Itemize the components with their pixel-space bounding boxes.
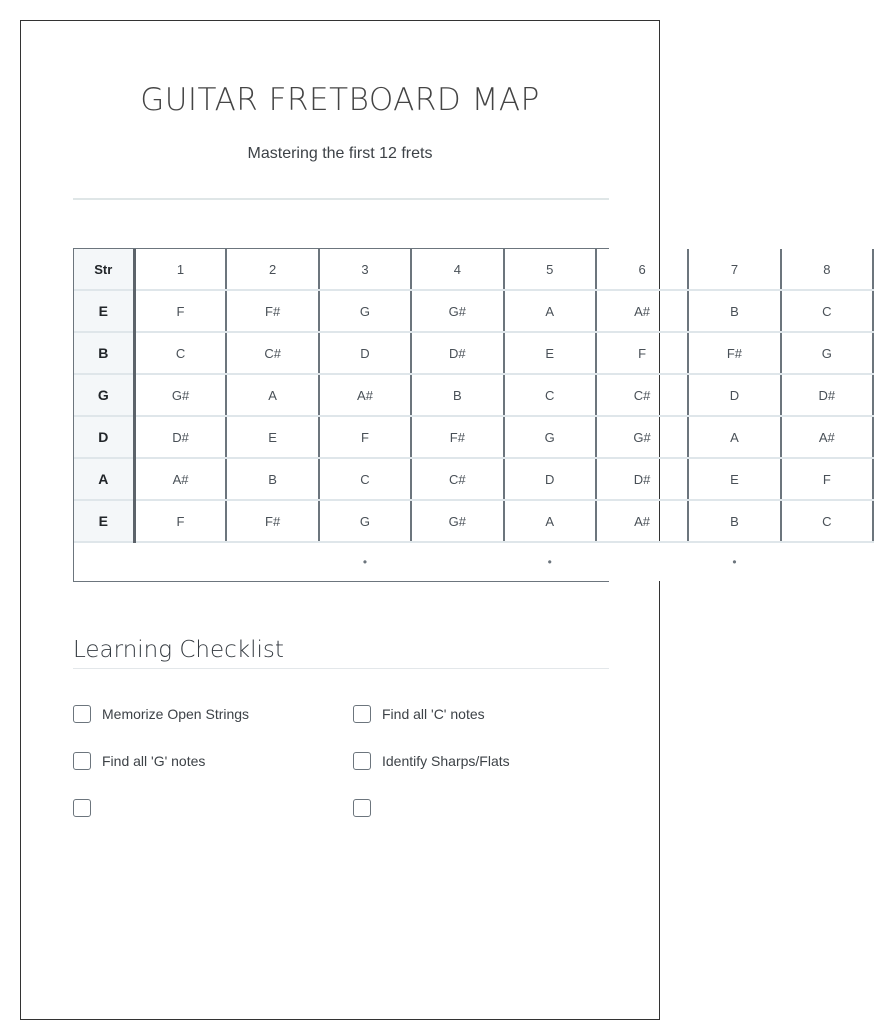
fretboard-scroll-container[interactable]	[73, 248, 836, 582]
string-label: G	[74, 374, 134, 416]
string-row	[74, 290, 873, 332]
string-row	[74, 374, 873, 416]
page-title: GUITAR FRETBOARD MAP	[140, 82, 540, 118]
note-cell: A#	[596, 500, 688, 542]
note-cell: G#	[411, 500, 503, 542]
fret-marker-dot-icon: •	[504, 542, 596, 581]
note-cell: F#	[226, 500, 318, 542]
fret-header: 5	[504, 249, 596, 290]
note-cell: F#	[688, 332, 780, 374]
note-cell: G#	[134, 374, 226, 416]
fretboard-body	[74, 290, 873, 581]
note-cell: G	[319, 290, 411, 332]
header-divider	[73, 198, 609, 200]
string-label: E	[74, 500, 134, 542]
string-row	[74, 458, 873, 500]
note-cell: F	[319, 416, 411, 458]
checklist-item-label: Find all 'G' notes	[102, 753, 206, 769]
marker-spacer	[74, 542, 134, 581]
fret-marker-dot-icon: •	[688, 542, 780, 581]
string-label: B	[74, 332, 134, 374]
string-label: E	[74, 290, 134, 332]
fret-marker	[226, 542, 318, 581]
fret-header: 8	[781, 249, 873, 290]
note-cell: D#	[134, 416, 226, 458]
fret-header: 3	[319, 249, 411, 290]
fret-marker	[781, 542, 873, 581]
checkbox[interactable]	[353, 752, 371, 770]
note-cell: F	[134, 500, 226, 542]
note-cell: A#	[134, 458, 226, 500]
fret-header: 6	[596, 249, 688, 290]
fret-marker	[596, 542, 688, 581]
fret-marker	[134, 542, 226, 581]
checklist-item-label: Memorize Open Strings	[102, 706, 250, 722]
checkbox[interactable]	[353, 705, 371, 723]
string-row	[74, 500, 873, 542]
checklist-item-label: Find all 'C' notes	[382, 706, 485, 722]
note-cell: E	[688, 458, 780, 500]
checklist-item[interactable]	[353, 750, 510, 772]
note-cell: D#	[596, 458, 688, 500]
checkbox[interactable]	[353, 799, 371, 817]
corner-header: Str	[74, 249, 134, 290]
string-label: D	[74, 416, 134, 458]
note-cell: F#	[226, 290, 318, 332]
page-card	[20, 20, 836, 1020]
checkbox[interactable]	[73, 752, 91, 770]
note-cell: G#	[411, 290, 503, 332]
fret-header: 7	[688, 249, 780, 290]
fret-marker-row	[74, 542, 873, 581]
fretboard-table	[74, 249, 874, 581]
string-row	[74, 332, 873, 374]
note-cell: B	[226, 458, 318, 500]
note-cell: D	[504, 458, 596, 500]
note-cell: F	[134, 290, 226, 332]
note-cell: A#	[781, 416, 873, 458]
note-cell: F	[781, 458, 873, 500]
string-row	[74, 416, 873, 458]
note-cell: C	[319, 458, 411, 500]
note-cell: D#	[411, 332, 503, 374]
note-cell: E	[226, 416, 318, 458]
checklist-rule	[73, 668, 609, 669]
page-subtitle: Mastering the first 12 frets	[247, 145, 433, 162]
fret-marker	[411, 542, 503, 581]
checkbox[interactable]	[73, 705, 91, 723]
note-cell: F	[596, 332, 688, 374]
note-cell: A	[688, 416, 780, 458]
checklist-title: Learning Checklist	[73, 637, 284, 663]
note-cell: C	[134, 332, 226, 374]
fret-header: 1	[134, 249, 226, 290]
note-cell: D	[319, 332, 411, 374]
note-cell: F#	[411, 416, 503, 458]
checklist-item[interactable]	[353, 797, 382, 819]
note-cell: C	[781, 500, 873, 542]
note-cell: C#	[596, 374, 688, 416]
string-label: A	[74, 458, 134, 500]
checklist-item[interactable]	[73, 703, 249, 725]
note-cell: C#	[411, 458, 503, 500]
note-cell: C#	[226, 332, 318, 374]
note-cell: B	[688, 290, 780, 332]
note-cell: G#	[596, 416, 688, 458]
checklist-item[interactable]	[73, 750, 205, 772]
note-cell: B	[688, 500, 780, 542]
note-cell: A#	[319, 374, 411, 416]
fret-header: 2	[226, 249, 318, 290]
checkbox[interactable]	[73, 799, 91, 817]
note-cell: G	[504, 416, 596, 458]
note-cell: D	[688, 374, 780, 416]
note-cell: C	[781, 290, 873, 332]
note-cell: A	[504, 500, 596, 542]
note-cell: B	[411, 374, 503, 416]
fret-marker-dot-icon: •	[319, 542, 411, 581]
checklist-item-label: Identify Sharps/Flats	[382, 753, 510, 769]
checklist-item[interactable]	[73, 797, 102, 819]
note-cell: A	[226, 374, 318, 416]
fret-number-row	[74, 249, 873, 290]
checklist-item[interactable]	[353, 703, 485, 725]
note-cell: G	[319, 500, 411, 542]
note-cell: E	[504, 332, 596, 374]
note-cell: C	[504, 374, 596, 416]
fret-header: 4	[411, 249, 503, 290]
note-cell: D#	[781, 374, 873, 416]
note-cell: G	[781, 332, 873, 374]
note-cell: A#	[596, 290, 688, 332]
note-cell: A	[504, 290, 596, 332]
